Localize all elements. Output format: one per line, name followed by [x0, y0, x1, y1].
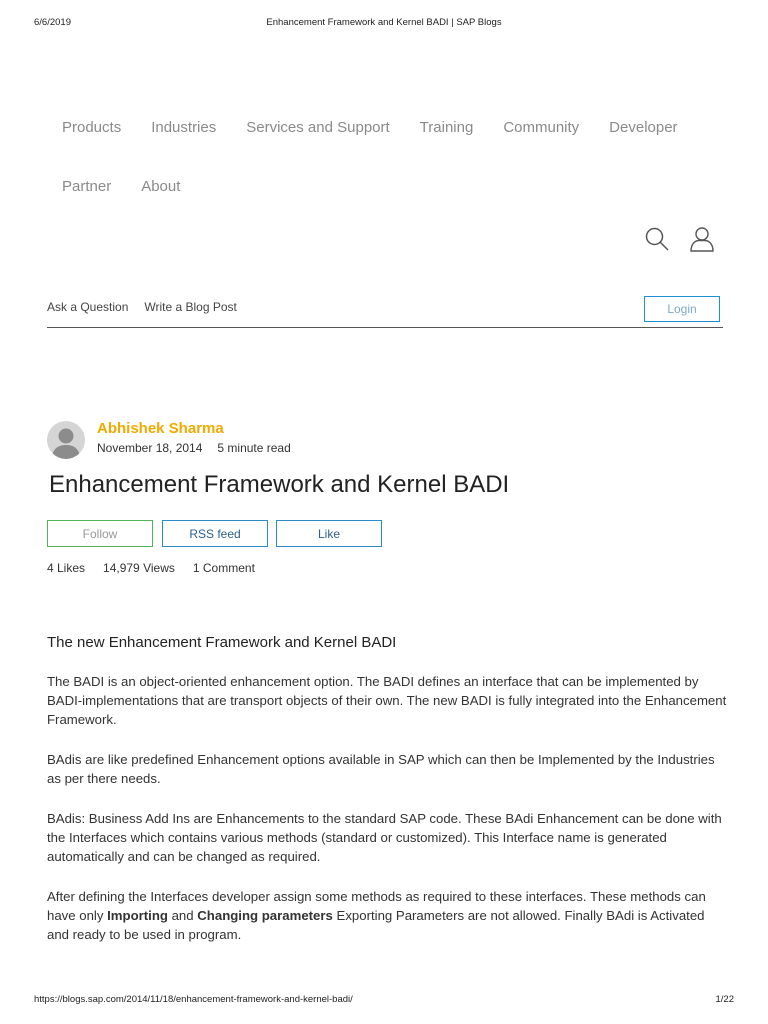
nav-item-about[interactable]: About	[141, 178, 181, 195]
article-heading: The new Enhancement Framework and Kernel BADI	[47, 634, 397, 651]
article-paragraph-4	[47, 887, 727, 944]
person-silhouette-icon	[47, 421, 85, 459]
user-button[interactable]	[687, 224, 717, 254]
page-number: 1/22	[715, 994, 734, 1005]
login-button[interactable]: Login	[644, 296, 720, 322]
header-divider	[47, 327, 723, 328]
ask-question-link[interactable]: Ask a Question	[47, 300, 129, 314]
nav-item-products[interactable]: Products	[62, 119, 122, 136]
nav-item-community[interactable]: Community	[503, 119, 580, 136]
post-stats	[47, 561, 255, 575]
article-paragraph-1: The BADI is an object-oriented enhancement option. The BADI defines an interface that can be implemented by BADI-implementations that are transport objects of their own. The new BADI is fully integrated into the Enhancement Framework.	[47, 674, 727, 727]
search-icon	[644, 226, 670, 252]
main-nav	[47, 98, 727, 216]
print-date: 6/6/2019	[34, 17, 71, 28]
print-url: https://blogs.sap.com/2014/11/18/enhancement-framework-and-kernel-badi/	[34, 994, 353, 1005]
read-time: 5 minute read	[217, 441, 291, 455]
nav-item-industries[interactable]: Industries	[151, 119, 217, 136]
paragraph-4-importing: Importing	[107, 908, 168, 923]
author-name[interactable]: Abhishek Sharma	[97, 420, 224, 437]
search-button[interactable]	[642, 224, 672, 254]
rss-feed-button[interactable]: RSS feed	[162, 520, 268, 547]
post-title: Enhancement Framework and Kernel BADI	[49, 471, 510, 498]
avatar[interactable]	[47, 421, 85, 459]
nav-item-developer[interactable]: Developer	[609, 119, 678, 136]
paragraph-4-changing-parameters: Changing parameters	[197, 908, 333, 923]
like-button[interactable]: Like	[276, 520, 382, 547]
paragraph-4-text-d: Exporting Parameters are not allowed. Finally BAdi is Activated and ready to be used in program.	[47, 908, 705, 942]
article-paragraph-3: BAdis: Business Add Ins are Enhancements to the standard SAP code. These BAdi Enhancement can be done with the Interfaces which contains various methods (standard or customized). This Interface name is generated automatically and can be changed as required.	[47, 811, 722, 864]
nav-item-partner[interactable]: Partner	[62, 178, 112, 195]
sub-nav	[47, 300, 237, 314]
paragraph-4-text-a: After defining the Interfaces developer assign some methods as required to these interfaces. These methods can have only	[47, 889, 706, 923]
nav-item-training[interactable]: Training	[419, 119, 474, 136]
article-paragraph-2: BAdis are like predefined Enhancement options available in SAP which can then be Implemented by the Industries as per there needs.	[47, 752, 715, 786]
views-count: 14,979 Views	[103, 561, 175, 575]
nav-item-services-and-support[interactable]: Services and Support	[246, 119, 390, 136]
article-body	[47, 634, 727, 965]
write-blog-post-link[interactable]: Write a Blog Post	[144, 300, 237, 314]
post-meta	[97, 441, 291, 455]
post-date: November 18, 2014	[97, 441, 203, 455]
print-title: Enhancement Framework and Kernel BADI | SAP Blogs	[266, 17, 502, 28]
comments-count[interactable]: 1 Comment	[192, 561, 255, 575]
likes-count: 4 Likes	[47, 561, 86, 575]
follow-button[interactable]: Follow	[47, 520, 153, 547]
user-icon	[688, 225, 716, 253]
paragraph-4-text-c: and	[167, 908, 198, 923]
nav-row-1	[47, 98, 727, 157]
nav-row-2	[47, 157, 727, 216]
